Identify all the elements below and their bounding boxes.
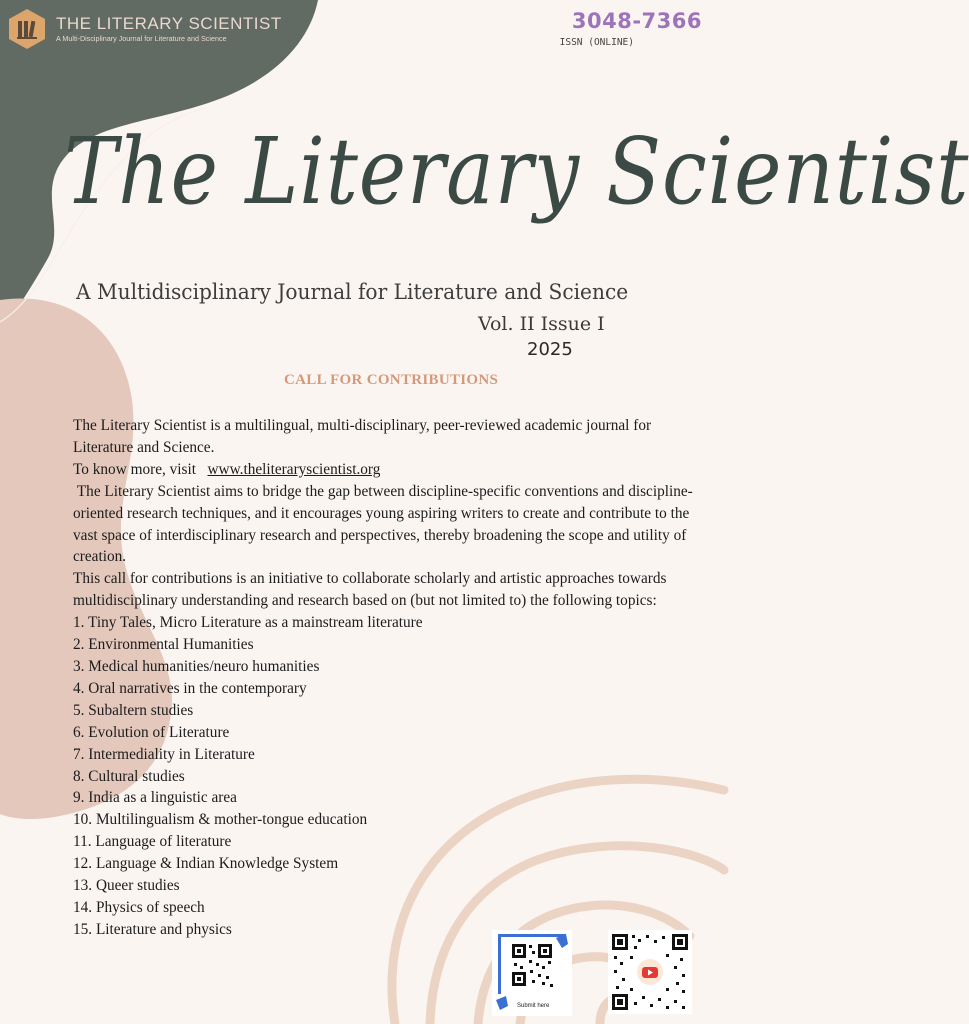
topic-item: 5. Subaltern studies: [73, 701, 194, 719]
call-heading: CALL FOR CONTRIBUTIONS: [284, 372, 499, 388]
logo-text: [56, 14, 282, 44]
topic-item: 12. Language & Indian Knowledge System: [73, 855, 339, 873]
topic-item: 9. India as a linguistic area: [73, 789, 237, 807]
body-text: [73, 415, 713, 941]
logo-title: THE LITERARY SCIENTIST: [56, 14, 282, 33]
journal-title: The Literary Scientist: [64, 118, 969, 225]
visit-prefix: To know more, visit: [73, 460, 196, 478]
visit-line: [73, 459, 713, 481]
book-stack-icon: [8, 8, 46, 50]
submit-label: Submit here: [517, 1003, 550, 1009]
topic-item: 4. Oral narratives in the contemporary: [73, 679, 307, 697]
youtube-qr-code[interactable]: [608, 930, 692, 1014]
journal-subtitle: A Multidisciplinary Journal for Literature and Science: [76, 280, 629, 304]
intro-paragraph: The Literary Scientist is a multilingual, multi-disciplinary, peer-reviewed academic journal for Literature and Science.: [73, 417, 652, 456]
journal-logo[interactable]: [8, 8, 282, 50]
website-link[interactable]: www.theliteraryscientist.org: [207, 460, 381, 478]
topic-item: 3. Medical humanities/neuro humanities: [73, 657, 320, 675]
topic-item: 7. Intermediality in Literature: [73, 745, 255, 763]
topics-list: [73, 612, 713, 941]
topic-item: 10. Multilingualism & mother-tongue education: [73, 811, 368, 829]
topic-item: 15. Literature and physics: [73, 920, 232, 938]
topic-item: 1. Tiny Tales, Micro Literature as a mainstream literature: [73, 614, 423, 632]
topic-item: 11. Language of literature: [73, 833, 232, 851]
aim-paragraph: [73, 481, 713, 569]
topic-item: 14. Physics of speech: [73, 898, 205, 916]
topic-item: 2. Environmental Humanities: [73, 636, 254, 654]
topic-item: 6. Evolution of Literature: [73, 723, 230, 741]
logo-subtitle: A Multi-Disciplinary Journal for Literature and Science: [56, 34, 227, 43]
youtube-icon: [642, 967, 658, 978]
volume-issue: Vol. II Issue I: [478, 313, 605, 335]
call-paragraph: This call for contributions is an initiative to collaborate scholarly and artistic approaches towards multidisciplinary understanding and research based on (but not limited to) the following topics:: [73, 570, 667, 610]
topic-item: 8. Cultural studies: [73, 767, 185, 785]
issn-number: 3048-7366: [571, 9, 702, 33]
aim-text: The Literary Scientist aims to bridge the gap between discipline-specific conventions and discipline-oriented research techniques, and it encourages young aspiring writers to create and contribute to the vast space of interdisciplinary research and perspectives, thereby broadening the scope and utility of creation.: [73, 482, 693, 566]
issn-label: ISSN (ONLINE): [559, 37, 634, 48]
issue-year: 2025: [527, 339, 573, 360]
topic-item: 13. Queer studies: [73, 877, 180, 895]
